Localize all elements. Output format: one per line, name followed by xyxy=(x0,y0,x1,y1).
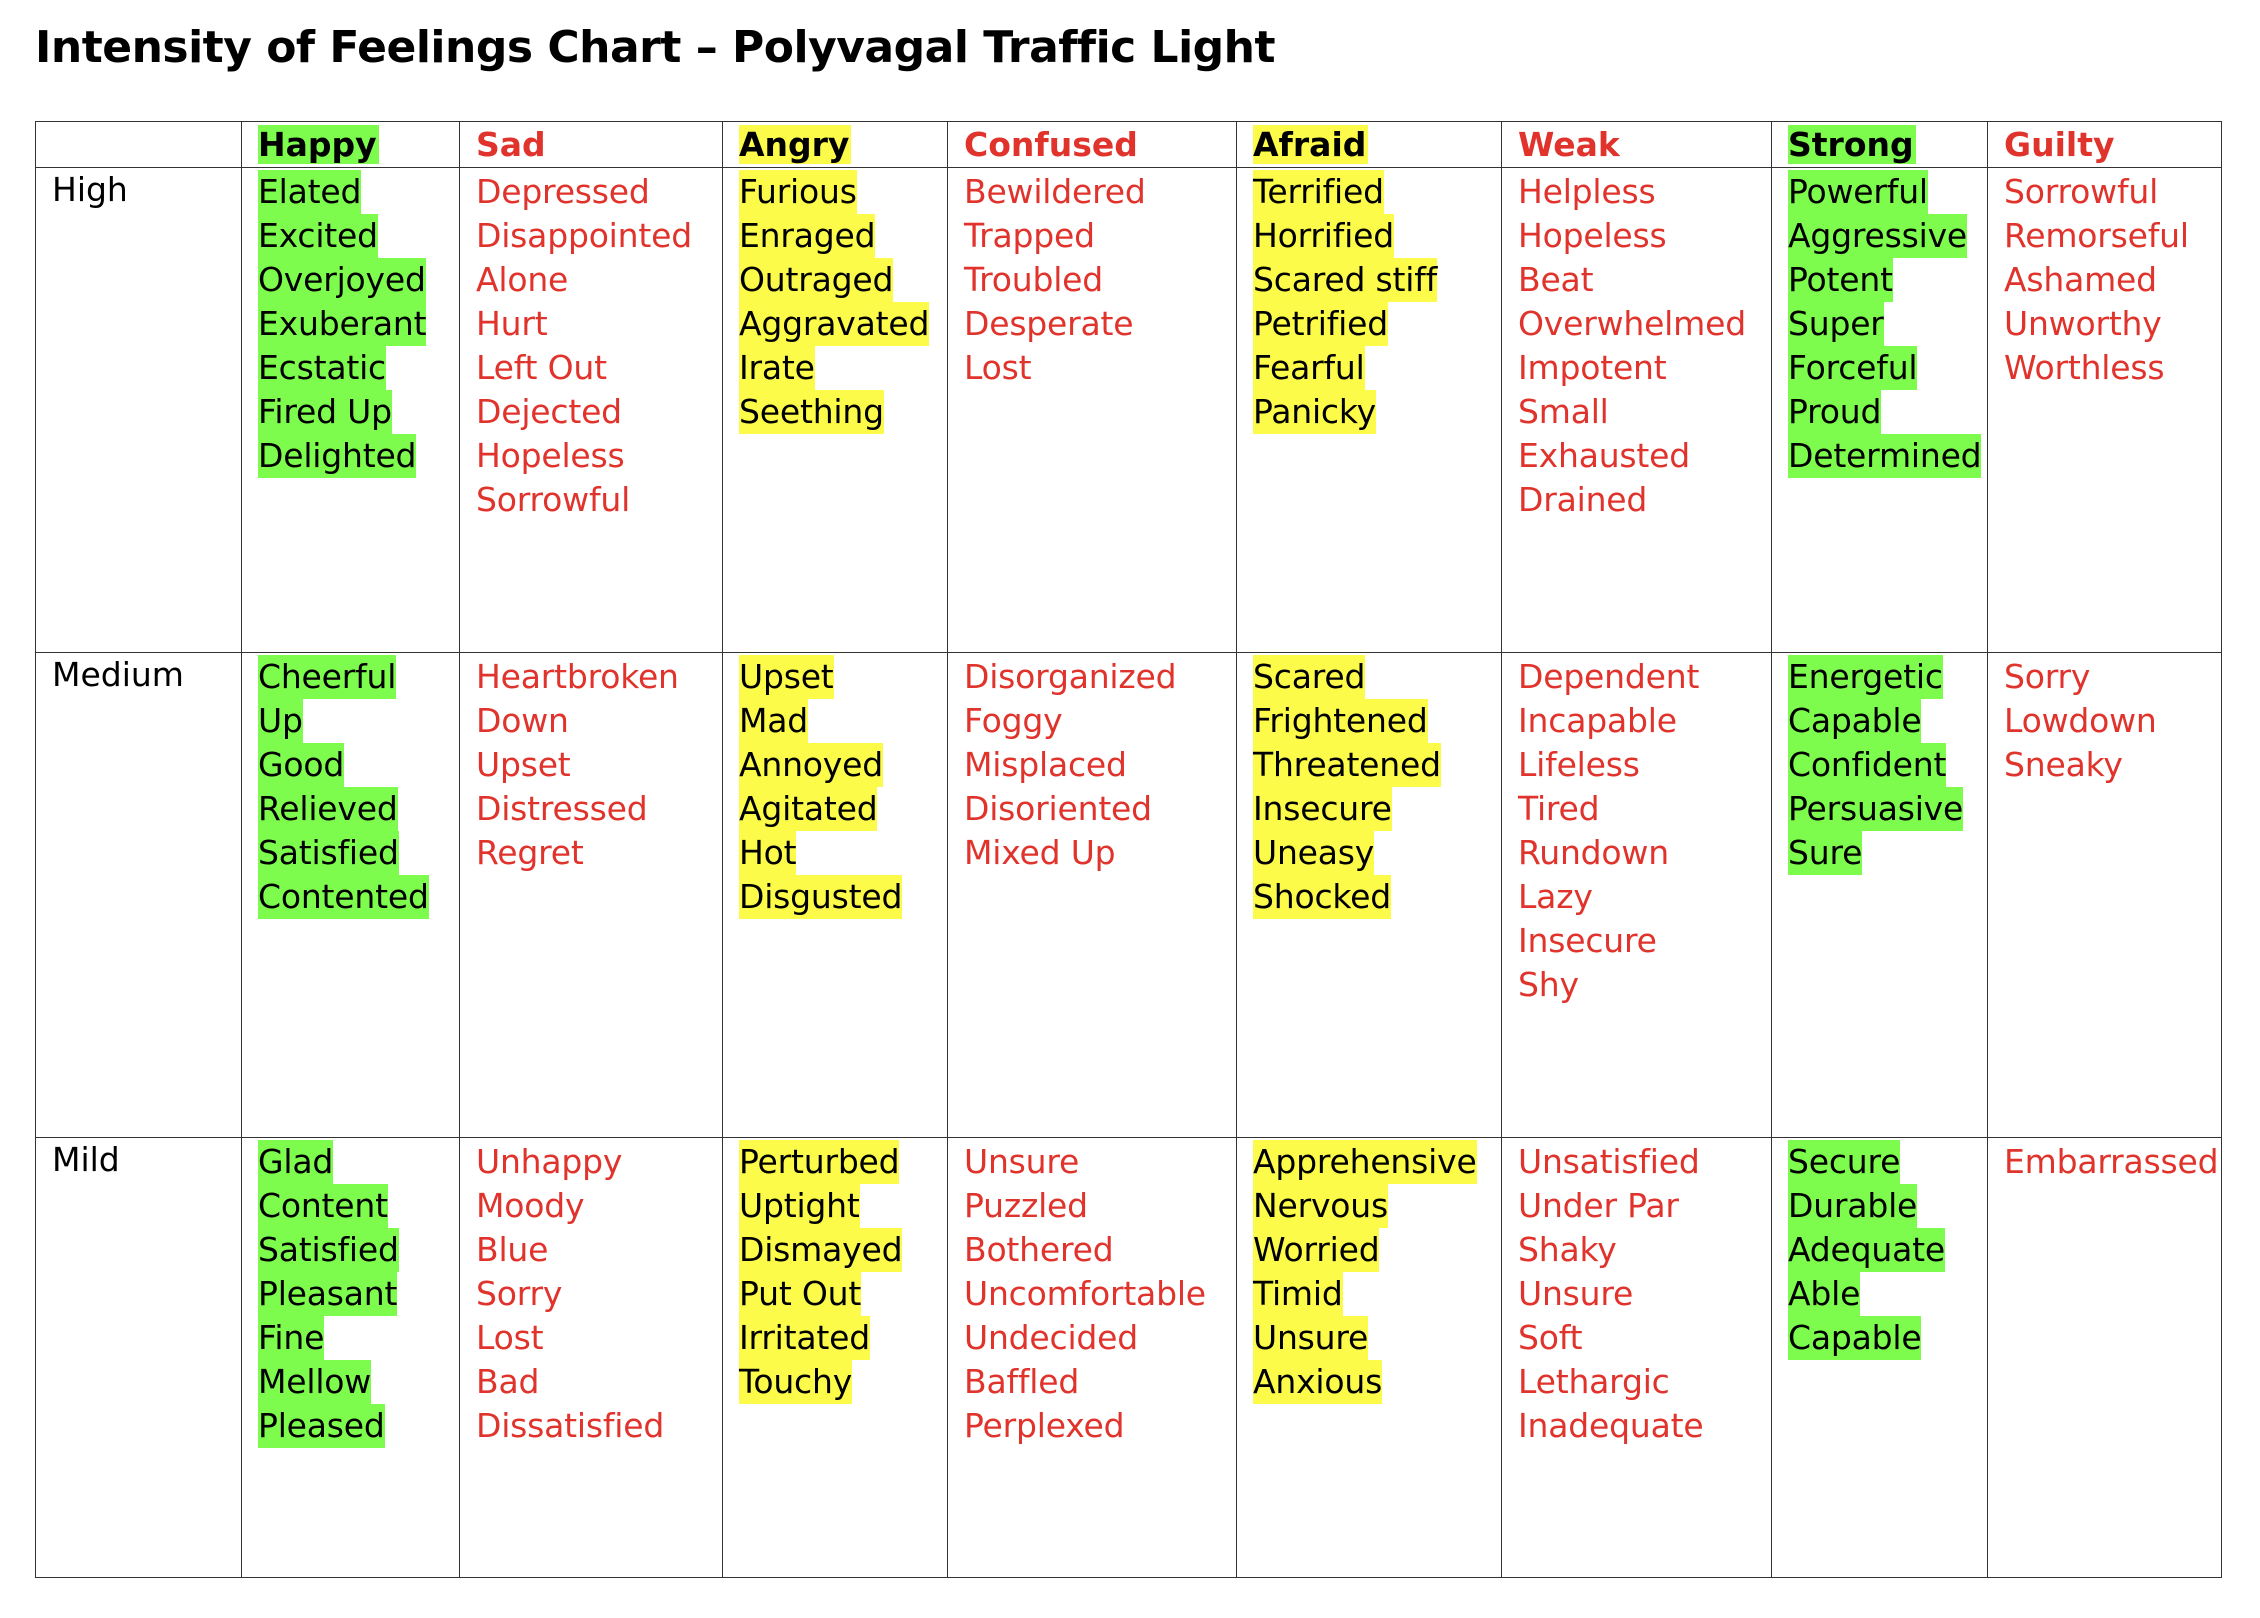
feeling-word: Touchy xyxy=(739,1360,852,1404)
feeling-word: Insecure xyxy=(1253,787,1392,831)
column-header-strong: Strong xyxy=(1788,125,1914,164)
column-header-weak: Weak xyxy=(1518,125,1620,164)
feeling-cell xyxy=(723,168,948,653)
feeling-word: Satisfied xyxy=(258,831,399,875)
feeling-word: Frightened xyxy=(1253,699,1428,743)
feeling-word: Energetic xyxy=(1788,655,1943,699)
feeling-word: Blue xyxy=(476,1230,549,1269)
feeling-cell xyxy=(948,168,1237,653)
feeling-word: Terrified xyxy=(1253,170,1384,214)
feeling-word: Worried xyxy=(1253,1228,1379,1272)
feeling-word: Disorganized xyxy=(964,657,1177,696)
feeling-word: Cheerful xyxy=(258,655,396,699)
feeling-list xyxy=(739,1138,947,1404)
column-header-angry: Angry xyxy=(739,125,850,164)
feeling-word: Ecstatic xyxy=(258,346,386,390)
feeling-cell xyxy=(460,168,723,653)
feeling-word: Upset xyxy=(476,745,571,784)
feeling-word: Furious xyxy=(739,170,857,214)
feeling-list xyxy=(2004,168,2221,390)
feeling-word: Irate xyxy=(739,346,815,390)
feeling-word: Hurt xyxy=(476,304,548,343)
feeling-word: Hopeless xyxy=(1518,216,1667,255)
feeling-word: Confident xyxy=(1788,743,1946,787)
feeling-word: Alone xyxy=(476,260,569,299)
feeling-word: Mellow xyxy=(258,1360,371,1404)
feeling-word: Sorrowful xyxy=(2004,172,2159,211)
feeling-word: Beat xyxy=(1518,260,1594,299)
feeling-word: Drained xyxy=(1518,480,1648,519)
feeling-word: Overwhelmed xyxy=(1518,304,1746,343)
feeling-word: Lethargic xyxy=(1518,1362,1670,1401)
feeling-word: Soft xyxy=(1518,1318,1583,1357)
feeling-word: Horrified xyxy=(1253,214,1394,258)
feeling-word: Disgusted xyxy=(739,875,902,919)
feeling-cell xyxy=(1772,1138,1988,1578)
feeling-cell xyxy=(1502,653,1772,1138)
page-title: Intensity of Feelings Chart – Polyvagal Traffic Light xyxy=(35,22,1276,73)
feeling-list xyxy=(964,653,1236,875)
feeling-list xyxy=(476,1138,722,1448)
feeling-word: Mad xyxy=(739,699,808,743)
feeling-word: Small xyxy=(1518,392,1609,431)
feeling-word: Hot xyxy=(739,831,796,875)
feeling-word: Aggravated xyxy=(739,302,929,346)
feeling-cell xyxy=(1772,653,1988,1138)
feeling-word: Forceful xyxy=(1788,346,1917,390)
feeling-word: Excited xyxy=(258,214,378,258)
feeling-list xyxy=(476,168,722,522)
feeling-word: Troubled xyxy=(964,260,1104,299)
feeling-cell xyxy=(242,168,460,653)
level-label-mild: Mild xyxy=(36,1138,242,1578)
feeling-word: Up xyxy=(258,699,303,743)
feeling-word: Potent xyxy=(1788,258,1893,302)
feeling-list xyxy=(258,653,459,919)
feeling-word: Bothered xyxy=(964,1230,1114,1269)
feeling-word: Ashamed xyxy=(2004,260,2157,299)
feeling-word: Unhappy xyxy=(476,1142,623,1181)
feeling-word: Agitated xyxy=(739,787,877,831)
feeling-word: Content xyxy=(258,1184,388,1228)
feeling-word: Pleasant xyxy=(258,1272,397,1316)
feeling-cell xyxy=(1502,168,1772,653)
feeling-word: Determined xyxy=(1788,434,1981,478)
feelings-table xyxy=(35,121,2222,1578)
feeling-list xyxy=(1518,168,1771,522)
feeling-word: Unworthy xyxy=(2004,304,2162,343)
feeling-word: Lowdown xyxy=(2004,701,2157,740)
column-header-cell xyxy=(242,122,460,168)
feeling-cell xyxy=(1237,653,1502,1138)
column-header-happy: Happy xyxy=(258,125,377,164)
feeling-word: Sneaky xyxy=(2004,745,2123,784)
feeling-word: Good xyxy=(258,743,344,787)
feeling-word: Under Par xyxy=(1518,1186,1679,1225)
feeling-word: Panicky xyxy=(1253,390,1376,434)
feeling-list xyxy=(258,1138,459,1448)
column-header-cell xyxy=(1772,122,1988,168)
feeling-word: Unsure xyxy=(1253,1316,1368,1360)
feeling-list xyxy=(739,653,947,919)
feeling-word: Anxious xyxy=(1253,1360,1382,1404)
feeling-word: Sorry xyxy=(476,1274,563,1313)
feeling-word: Disappointed xyxy=(476,216,692,255)
feeling-word: Contented xyxy=(258,875,429,919)
feeling-word: Worthless xyxy=(2004,348,2165,387)
feeling-word: Threatened xyxy=(1253,743,1441,787)
feeling-list xyxy=(1253,653,1501,919)
feeling-cell xyxy=(1988,168,2222,653)
feeling-word: Regret xyxy=(476,833,584,872)
feeling-cell xyxy=(460,653,723,1138)
feeling-word: Secure xyxy=(1788,1140,1900,1184)
feeling-word: Undecided xyxy=(964,1318,1139,1357)
feeling-word: Distressed xyxy=(476,789,648,828)
feeling-word: Pleased xyxy=(258,1404,385,1448)
feeling-word: Hopeless xyxy=(476,436,625,475)
feeling-word: Durable xyxy=(1788,1184,1917,1228)
feeling-list xyxy=(964,1138,1236,1448)
feeling-list xyxy=(476,653,722,875)
feeling-word: Sure xyxy=(1788,831,1862,875)
feeling-word: Outraged xyxy=(739,258,893,302)
corner-cell xyxy=(36,122,242,168)
feeling-list xyxy=(1253,168,1501,434)
feeling-word: Uneasy xyxy=(1253,831,1374,875)
level-row-high xyxy=(36,168,2222,653)
feeling-word: Seething xyxy=(739,390,884,434)
feeling-list xyxy=(1788,653,1987,875)
feeling-word: Uptight xyxy=(739,1184,860,1228)
feeling-list xyxy=(258,168,459,478)
column-header-sad: Sad xyxy=(476,125,546,164)
feeling-word: Scared xyxy=(1253,655,1365,699)
feeling-word: Fine xyxy=(258,1316,324,1360)
feeling-word: Petrified xyxy=(1253,302,1388,346)
feeling-word: Sorrowful xyxy=(476,480,631,519)
feeling-word: Overjoyed xyxy=(258,258,426,302)
column-header-cell xyxy=(1502,122,1772,168)
feeling-word: Depressed xyxy=(476,172,650,211)
feeling-word: Inadequate xyxy=(1518,1406,1704,1445)
feeling-cell xyxy=(723,653,948,1138)
feeling-list xyxy=(964,168,1236,390)
column-header-guilty: Guilty xyxy=(2004,125,2115,164)
feeling-word: Capable xyxy=(1788,1316,1921,1360)
column-header-confused: Confused xyxy=(964,125,1138,164)
level-row-medium xyxy=(36,653,2222,1138)
feeling-word: Nervous xyxy=(1253,1184,1388,1228)
feeling-cell xyxy=(1988,1138,2222,1578)
feeling-word: Powerful xyxy=(1788,170,1928,214)
feeling-cell xyxy=(242,1138,460,1578)
feeling-word: Unsatisfied xyxy=(1518,1142,1700,1181)
feeling-word: Enraged xyxy=(739,214,875,258)
feeling-word: Lazy xyxy=(1518,877,1593,916)
feeling-word: Misplaced xyxy=(964,745,1127,784)
feeling-word: Sorry xyxy=(2004,657,2091,696)
feeling-word: Lifeless xyxy=(1518,745,1640,784)
feeling-cell xyxy=(1237,168,1502,653)
feeling-word: Perplexed xyxy=(964,1406,1125,1445)
feeling-word: Timid xyxy=(1253,1272,1343,1316)
feeling-word: Super xyxy=(1788,302,1884,346)
feeling-word: Incapable xyxy=(1518,701,1677,740)
feeling-word: Persuasive xyxy=(1788,787,1963,831)
feeling-list xyxy=(739,168,947,434)
feeling-word: Upset xyxy=(739,655,834,699)
column-header-afraid: Afraid xyxy=(1253,125,1367,164)
feeling-word: Remorseful xyxy=(2004,216,2189,255)
feeling-word: Lost xyxy=(964,348,1032,387)
feeling-cell xyxy=(1237,1138,1502,1578)
feeling-word: Fearful xyxy=(1253,346,1365,390)
feeling-list xyxy=(1518,653,1771,1007)
feeling-word: Dissatisfied xyxy=(476,1406,665,1445)
feeling-list xyxy=(1788,168,1987,478)
feeling-word: Down xyxy=(476,701,569,740)
feeling-word: Relieved xyxy=(258,787,398,831)
feeling-word: Dismayed xyxy=(739,1228,902,1272)
feeling-word: Shy xyxy=(1518,965,1579,1004)
feeling-word: Embarrassed xyxy=(2004,1142,2219,1181)
feeling-word: Rundown xyxy=(1518,833,1669,872)
feeling-word: Glad xyxy=(258,1140,333,1184)
feeling-word: Irritated xyxy=(739,1316,870,1360)
feeling-word: Heartbroken xyxy=(476,657,679,696)
column-header-cell xyxy=(460,122,723,168)
feeling-cell xyxy=(242,653,460,1138)
feeling-word: Trapped xyxy=(964,216,1095,255)
column-header-cell xyxy=(948,122,1237,168)
feeling-word: Adequate xyxy=(1788,1228,1945,1272)
feeling-word: Scared stiff xyxy=(1253,258,1437,302)
feeling-cell xyxy=(460,1138,723,1578)
feeling-list xyxy=(1788,1138,1987,1360)
level-row-mild xyxy=(36,1138,2222,1578)
feeling-word: Bewildered xyxy=(964,172,1146,211)
feeling-cell xyxy=(1988,653,2222,1138)
feeling-word: Tired xyxy=(1518,789,1600,828)
level-label-high: High xyxy=(36,168,242,653)
feeling-word: Exuberant xyxy=(258,302,426,346)
feeling-word: Lost xyxy=(476,1318,544,1357)
feeling-word: Baffled xyxy=(964,1362,1080,1401)
feeling-list xyxy=(1518,1138,1771,1448)
feeling-word: Disoriented xyxy=(964,789,1152,828)
feeling-word: Foggy xyxy=(964,701,1063,740)
feeling-word: Delighted xyxy=(258,434,416,478)
feeling-word: Unsure xyxy=(964,1142,1080,1181)
feeling-word: Elated xyxy=(258,170,361,214)
feeling-cell xyxy=(723,1138,948,1578)
feeling-cell xyxy=(948,1138,1237,1578)
column-header-cell xyxy=(1988,122,2222,168)
level-label-medium: Medium xyxy=(36,653,242,1138)
feeling-word: Annoyed xyxy=(739,743,883,787)
feeling-cell xyxy=(948,653,1237,1138)
feeling-word: Uncomfortable xyxy=(964,1274,1206,1313)
feeling-word: Puzzled xyxy=(964,1186,1088,1225)
feeling-word: Put Out xyxy=(739,1272,861,1316)
feeling-word: Dejected xyxy=(476,392,622,431)
feeling-word: Bad xyxy=(476,1362,540,1401)
column-header-cell xyxy=(723,122,948,168)
feeling-word: Fired Up xyxy=(258,390,392,434)
feeling-word: Satisfied xyxy=(258,1228,399,1272)
feeling-cell xyxy=(1502,1138,1772,1578)
feeling-word: Left Out xyxy=(476,348,607,387)
feeling-word: Proud xyxy=(1788,390,1881,434)
feeling-word: Capable xyxy=(1788,699,1921,743)
feeling-word: Desperate xyxy=(964,304,1134,343)
column-header-cell xyxy=(1237,122,1502,168)
feeling-word: Unsure xyxy=(1518,1274,1634,1313)
feeling-list xyxy=(2004,653,2221,787)
feeling-cell xyxy=(1772,168,1988,653)
feeling-word: Perturbed xyxy=(739,1140,899,1184)
feeling-word: Moody xyxy=(476,1186,585,1225)
feeling-word: Dependent xyxy=(1518,657,1700,696)
feeling-word: Mixed Up xyxy=(964,833,1116,872)
feeling-list xyxy=(1253,1138,1501,1404)
feeling-word: Apprehensive xyxy=(1253,1140,1477,1184)
header-row xyxy=(36,122,2222,168)
feeling-word: Exhausted xyxy=(1518,436,1691,475)
feeling-word: Aggressive xyxy=(1788,214,1967,258)
feeling-word: Impotent xyxy=(1518,348,1667,387)
feeling-word: Able xyxy=(1788,1272,1860,1316)
feeling-list xyxy=(2004,1138,2221,1184)
feeling-word: Shocked xyxy=(1253,875,1391,919)
feeling-word: Shaky xyxy=(1518,1230,1617,1269)
feeling-word: Insecure xyxy=(1518,921,1657,960)
feeling-word: Helpless xyxy=(1518,172,1656,211)
